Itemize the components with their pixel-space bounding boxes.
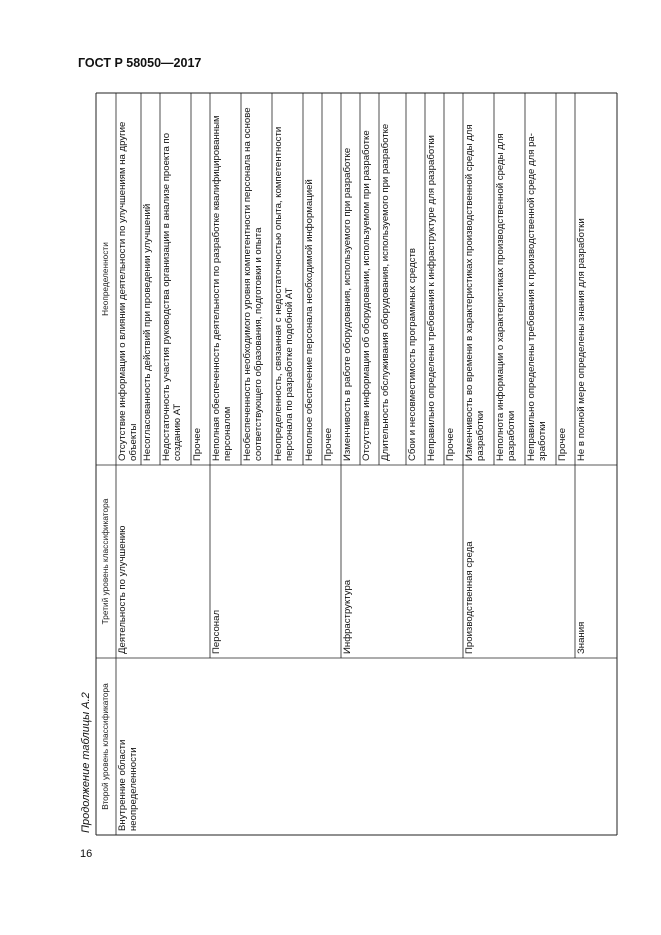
uncertainty-cell-text: Прочее [323, 427, 334, 461]
uncertainty-cell-text: Несогласованность действий при проведении улучшений [142, 203, 153, 461]
uncertainty-cell-text: Недостаточность участия руководства организации в анализе проекта по созданию АТ [161, 132, 184, 461]
uncertainty-cell [141, 93, 160, 465]
uncertainty-cell [341, 93, 360, 465]
uncertainty-cell-text: Необеспеченность необходимого уровня компетентности персонала на основе соответствующего образования, подготовки и опыта [242, 107, 265, 461]
uncertainty-cell-text: Прочее [557, 427, 568, 461]
column-header-text: Второй уровень классификатора [100, 683, 111, 810]
uncertainty-cell [379, 93, 406, 465]
uncertainty-cell [406, 93, 425, 465]
document-header: ГОСТ Р 58050—2017 [78, 56, 202, 70]
third-level-cell [210, 465, 341, 658]
uncertainty-cell [525, 93, 556, 465]
column-header-text: Третий уровень классификатора [100, 498, 111, 625]
page-number: 16 [80, 848, 93, 860]
uncertainty-cell [160, 93, 191, 465]
second-level-cell [116, 658, 617, 835]
uncertainty-cell-text: Изменчивость во времени в характеристиках производственной среды для разработки [464, 124, 487, 461]
uncertainty-cell [303, 93, 322, 465]
uncertainty-cell [116, 93, 141, 465]
table-caption: Продолжение таблицы А.2 [80, 692, 92, 833]
uncertainty-cell-text: Неправильно определены требования к производственной среде для разработки [526, 133, 549, 461]
uncertainty-cell-text: Сбои и несовместимость программных средств [407, 248, 418, 461]
third-level-cell [463, 465, 575, 658]
uncertainty-cell [444, 93, 463, 465]
third-level-cell [575, 465, 592, 658]
uncertainty-cell-text: Неполное обеспечение персонала необходимой информацией [304, 179, 315, 461]
uncertainty-cell [425, 93, 444, 465]
third-level-cell-text: Персонал [211, 609, 222, 654]
uncertainty-cell-text: Длительность обслуживания оборудования, используемого при разработке [380, 123, 391, 461]
uncertainty-cell [494, 93, 525, 465]
uncertainty-cell-text: Отсутствие информации о влиянии деятельности по улучшениям на другие объекты [117, 121, 140, 461]
third-level-cell-text: Инфраструктура [342, 579, 353, 654]
third-level-cell-text: Деятельность по улучшению [117, 525, 128, 654]
uncertainty-cell [575, 93, 592, 465]
uncertainty-cell [556, 93, 575, 465]
column-header [96, 465, 116, 658]
column-header-text: Неопределенности [100, 242, 111, 316]
uncertainty-cell-text: Прочее [445, 427, 456, 461]
uncertainty-table [96, 93, 617, 835]
uncertainty-cell-text: Неопределенность, связанная с недостаточностью опыта, компетентности персонала по разработке подобной АТ [273, 126, 296, 461]
second-level-cell-text: Внутренние области неопределенности [117, 739, 140, 831]
third-level-cell-text: Производственная среда [464, 541, 475, 654]
uncertainty-cell-text: Не в полной мере определены знания для разработки [576, 218, 587, 461]
uncertainty-cell-text: Изменчивость в работе оборудования, используемого при разработке [342, 147, 353, 461]
third-level-cell [116, 465, 210, 658]
uncertainty-cell-text: Отсутствие информации об оборудовании, используемом при разработке [361, 130, 372, 461]
uncertainty-cell [210, 93, 241, 465]
column-header [96, 93, 116, 465]
uncertainty-cell [463, 93, 494, 465]
uncertainty-cell-text: Неправильно определены требования к инфраструктуре для разработки [426, 135, 437, 461]
uncertainty-cell [322, 93, 341, 465]
uncertainty-cell [191, 93, 210, 465]
uncertainty-cell-text: Неполная обеспеченность деятельности по разработке квалифицированным персоналом [211, 115, 234, 461]
column-header [96, 658, 116, 835]
third-level-cell-text: Знания [576, 621, 587, 654]
uncertainty-cell-text: Неполнота информации о характеристиках производственной среды для разработки [495, 133, 518, 461]
third-level-cell [341, 465, 463, 658]
uncertainty-cell [241, 93, 272, 465]
uncertainty-cell [272, 93, 303, 465]
uncertainty-cell [360, 93, 379, 465]
uncertainty-cell-text: Прочее [192, 427, 203, 461]
